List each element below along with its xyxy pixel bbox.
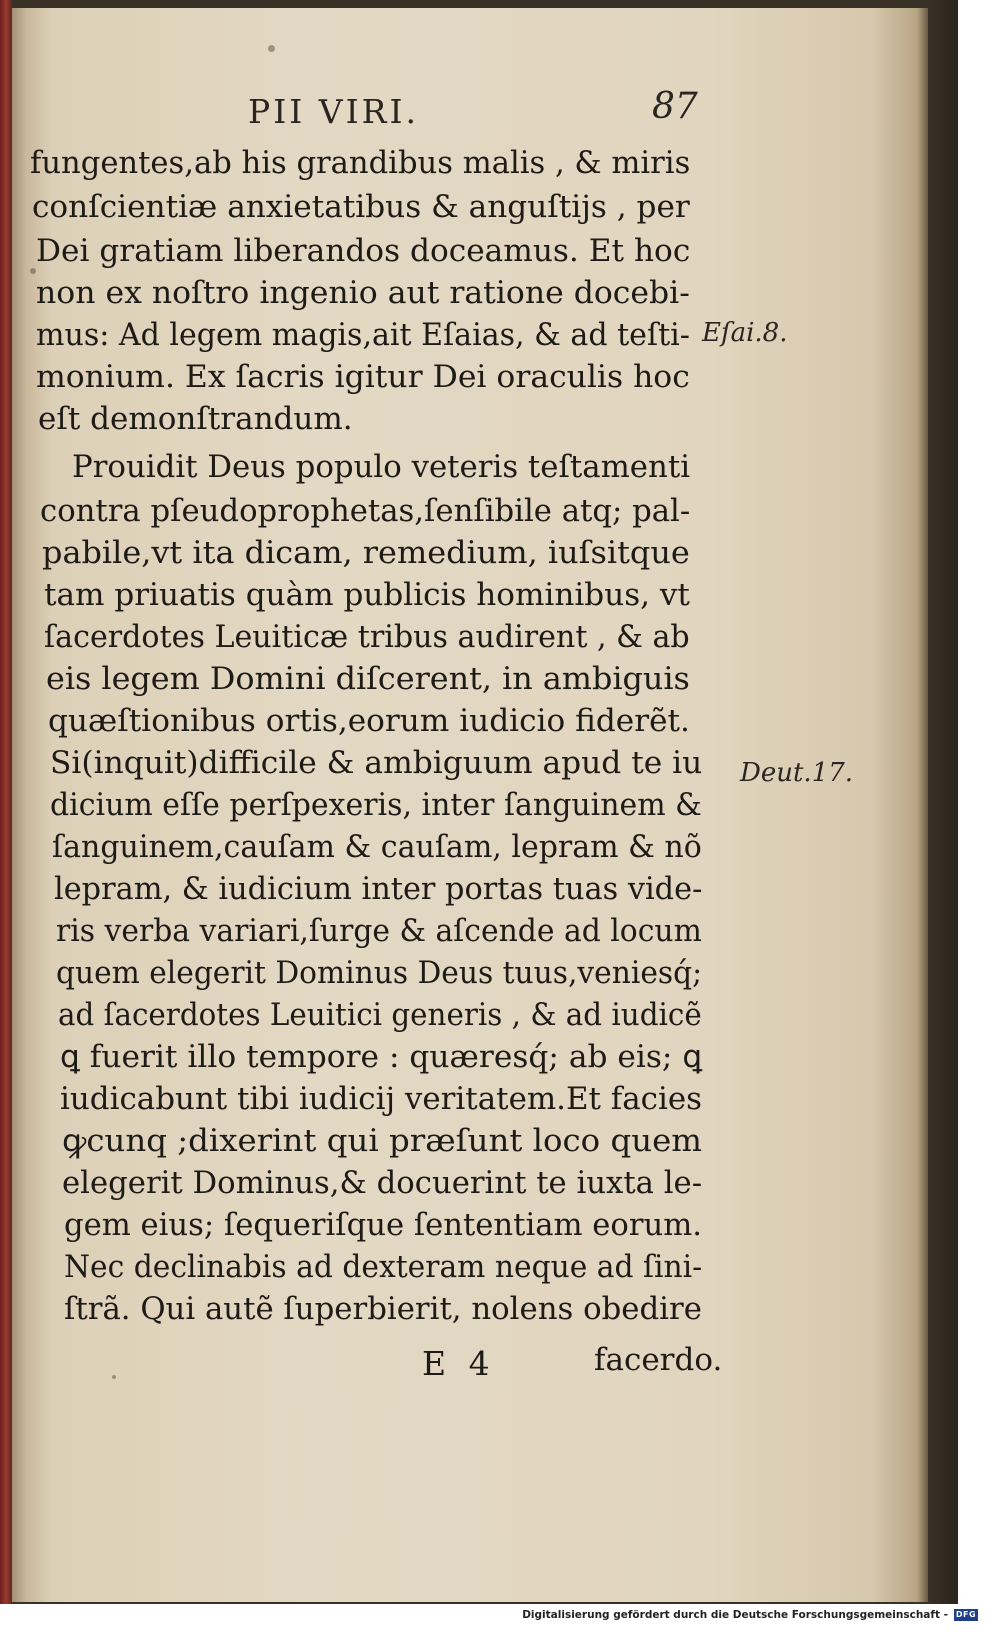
text-line: ꝙcunq ;dixerint qui præſunt loco quem xyxy=(62,1123,702,1159)
text-line: Si(inquit)difficile & ambiguum apud te iu xyxy=(50,745,703,781)
text-line: conſcientiæ anxietatibus & anguſtijs , per xyxy=(32,189,690,225)
page-edge-shadow xyxy=(928,0,958,1604)
text-line: quem elegerit Dominus Deus tuus,veniesq́; xyxy=(56,955,703,991)
text-line: lepram, & iudicium inter portas tuas vide- xyxy=(54,871,703,907)
text-line: elegerit Dominus,& docuerint te iuxta le- xyxy=(62,1165,703,1201)
text-line: Dei gratiam liberandos doceamus. Et hoc xyxy=(36,233,691,269)
text-line: non ex noſtro ingenio aut ratione docebi- xyxy=(36,275,690,311)
margin-reference: Deut.17. xyxy=(740,758,854,788)
text-line: Nec declinabis ad dexteram neque ad ſini- xyxy=(64,1249,703,1285)
text-line: contra pſeudoprophetas,ſenſibile atq; pal- xyxy=(40,493,691,529)
running-head: PII VIRI. xyxy=(248,92,420,131)
text-line: pabile,vt ita dicam, remedium, iuſsitque xyxy=(42,535,690,571)
text-line: ſacerdotes Leuiticæ tribus audirent , & ab xyxy=(44,619,690,655)
text-line: eſt demonſtrandum. xyxy=(38,401,353,437)
text-line: ad ſacerdotes Leuitici generis , & ad iudicẽ xyxy=(58,997,702,1033)
text-line: Prouidit Deus populo veteris teſtamenti xyxy=(72,449,691,485)
text-line: ris verba variari,ſurge & aſcende ad locum xyxy=(56,913,702,949)
text-line: iudicabunt tibi iudicij veritatem.Et facies xyxy=(60,1081,703,1117)
signature-mark: E 4 xyxy=(422,1344,496,1383)
paper-speck xyxy=(112,1375,116,1379)
margin-reference: Eſai.8. xyxy=(702,318,788,348)
text-line: fungentes,ab his grandibus malis , & miris xyxy=(30,145,691,181)
paper-speck xyxy=(268,45,275,52)
book-spine xyxy=(0,0,12,1604)
text-line: ꝗ fuerit illo tempore : quæresq́; ab eis; ꝗ xyxy=(60,1039,703,1075)
text-line: gem eius; ſequeriſque ſententiam eorum. xyxy=(64,1207,703,1243)
footer-bar xyxy=(0,1604,1000,1637)
page-number: 87 xyxy=(652,86,698,127)
text-line: monium. Ex ſacris igitur Dei oraculis hoc xyxy=(36,359,690,395)
text-line: mus: Ad legem magis,ait Eſaias, & ad teſti- xyxy=(36,317,690,353)
dfg-logo-icon: DFG xyxy=(955,1610,977,1619)
text-line: quæſtionibus ortis,eorum iudicio fiderẽt. xyxy=(48,703,690,739)
text-line: ſanguinem,cauſam & cauſam, lepram & nõ xyxy=(52,829,702,865)
text-line: dicium eſſe perſpexeris, inter ſanguinem & xyxy=(50,787,702,823)
catchword: facerdo. xyxy=(594,1342,723,1378)
text-line: eis legem Domini diſcerent, in ambiguis xyxy=(46,661,690,697)
text-line: tam priuatis quàm publicis hominibus, vt xyxy=(44,577,690,613)
text-line: ſtrã. Qui autẽ ſuperbierit, nolens obedire xyxy=(64,1291,702,1327)
funding-credit: Digitalisierung gefördert durch die Deutsche Forschungsgemeinschaft - xyxy=(522,1609,948,1621)
